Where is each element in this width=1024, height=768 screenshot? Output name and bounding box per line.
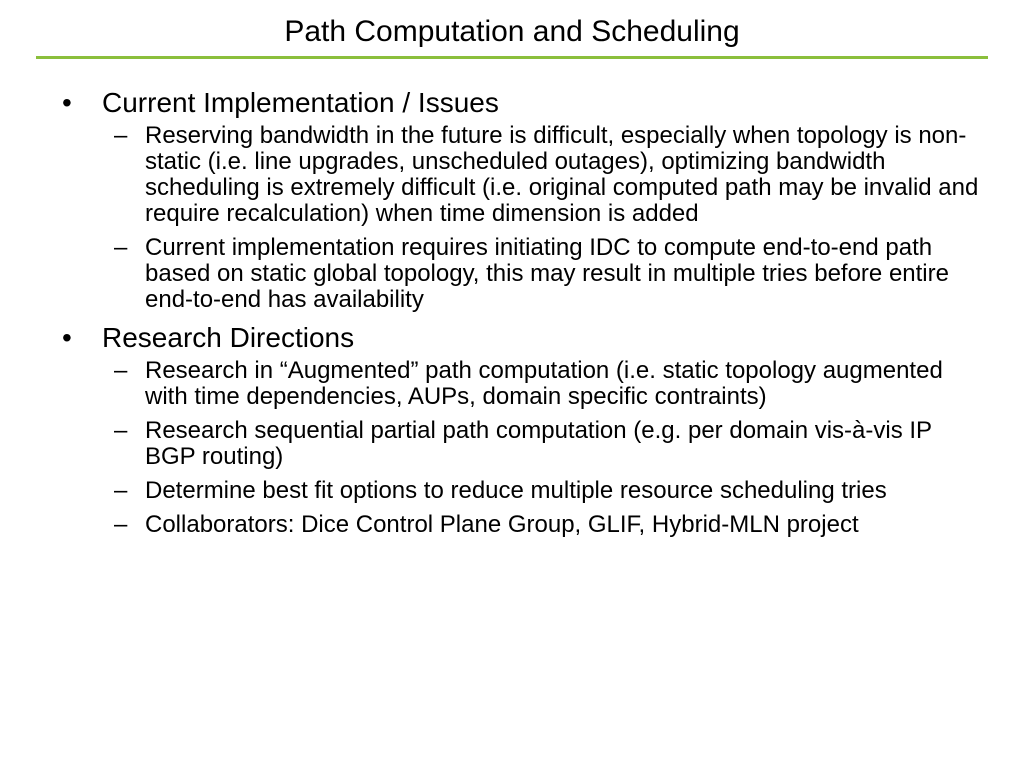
- title-divider: [36, 56, 988, 59]
- dash-marker: –: [114, 511, 128, 538]
- dash-marker: –: [114, 357, 128, 384]
- sub-bullet-item: [62, 123, 982, 227]
- sub-bullet-text: Determine best fit options to reduce multiple resource scheduling tries: [145, 477, 887, 504]
- dash-marker: –: [114, 477, 128, 504]
- sub-bullet-item: [62, 478, 982, 504]
- bullet-marker: •: [62, 87, 72, 118]
- sub-bullet-text: Research sequential partial path computation (e.g. per domain vis-à-vis IP BGP routing): [145, 417, 932, 470]
- dash-marker: –: [114, 417, 128, 444]
- slide-body: [62, 86, 982, 546]
- sub-bullet-text: Collaborators: Dice Control Plane Group, GLIF, Hybrid-MLN project: [145, 511, 859, 538]
- dash-marker: –: [114, 234, 128, 261]
- sub-bullet-text: Research in “Augmented” path computation (i.e. static topology augmented with time dependencies, AUPs, domain specific contraints): [145, 357, 943, 410]
- section-heading-text: Research Directions: [102, 322, 355, 353]
- sub-bullet-text: Reserving bandwidth in the future is difficult, especially when topology is non-static (i.e. line upgrades, unscheduled outages), optimizing bandwidth scheduling is extremely difficult (i.e. original computed path may be invalid and require recalculation) when time dimension is added: [145, 122, 979, 227]
- sub-bullet-item: [62, 358, 982, 410]
- bullet-marker: •: [62, 322, 72, 353]
- section-heading-research-directions: [62, 321, 982, 354]
- sub-bullet-item: [62, 235, 982, 313]
- slide-title: Path Computation and Scheduling: [284, 15, 740, 48]
- sub-bullet-item: [62, 512, 982, 538]
- sub-bullet-item: [62, 418, 982, 470]
- section-heading-text: Current Implementation / Issues: [102, 87, 499, 118]
- sub-bullet-list: [62, 358, 982, 538]
- section-heading-current-implementation: [62, 86, 982, 119]
- sub-bullet-list: [62, 123, 982, 313]
- dash-marker: –: [114, 122, 128, 149]
- sub-bullet-text: Current implementation requires initiating IDC to compute end-to-end path based on static global topology, this may result in multiple tries before entire end-to-end has availability: [145, 234, 949, 313]
